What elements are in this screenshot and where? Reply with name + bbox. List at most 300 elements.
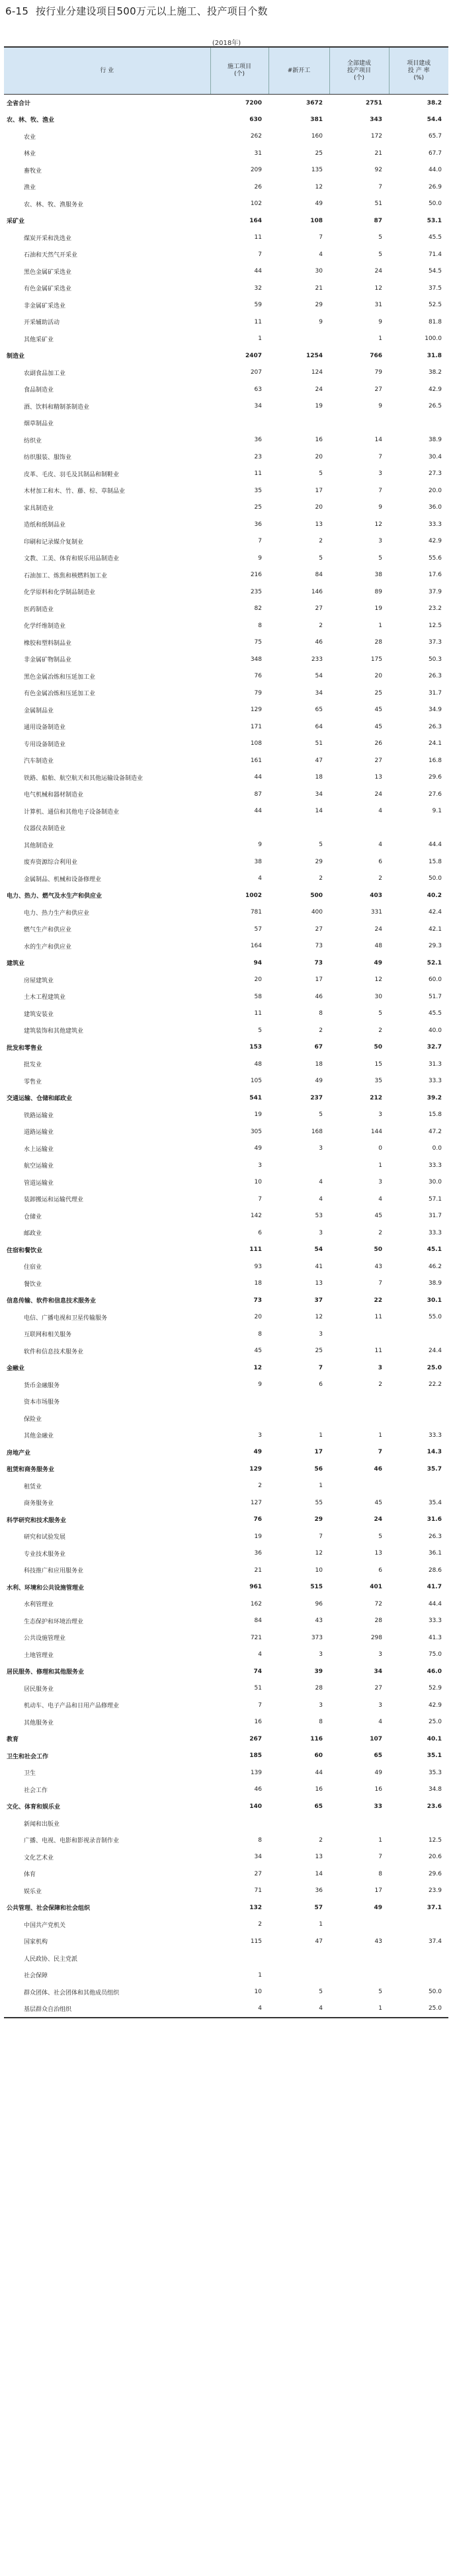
projects-cell: 16 (254, 1719, 262, 1726)
projects-cell: 36 (254, 437, 262, 444)
rate-cell: 50.0 (428, 875, 442, 882)
rate-cell: 33.3 (428, 1078, 442, 1085)
table-row (4, 1343, 448, 1360)
completed-cell: 343 (370, 116, 382, 123)
completed-cell: 14 (374, 437, 382, 444)
projects-cell: 2 (258, 1921, 262, 1928)
industry-name: 橡胶和塑料制品业 (24, 640, 72, 647)
completed-cell: 49 (374, 959, 382, 966)
new-started-cell: 12 (315, 183, 323, 191)
industry-name: 林业 (24, 151, 36, 158)
completed-cell: 45 (374, 723, 382, 730)
completed-cell: 4 (378, 808, 382, 815)
projects-cell: 207 (250, 369, 262, 376)
table-row (4, 1326, 448, 1343)
rate-cell: 54.5 (428, 268, 442, 275)
projects-cell: 11 (254, 1010, 262, 1017)
completed-cell: 5 (378, 1010, 382, 1017)
rate-cell: 38.9 (428, 437, 442, 444)
completed-cell: 16 (374, 1786, 382, 1793)
rate-cell: 41.3 (428, 1634, 442, 1641)
new-started-cell: 5 (319, 841, 323, 849)
table-row (4, 1984, 448, 2001)
rate-cell: 23.2 (428, 605, 442, 613)
rate-cell: 46.0 (427, 1668, 442, 1675)
industry-name: 制造业 (7, 353, 25, 361)
completed-cell (329, 1967, 389, 1984)
projects-cell: 5 (258, 1027, 262, 1034)
industry-name: 其他采矿业 (24, 336, 54, 343)
projects-cell: 48 (254, 1060, 262, 1068)
new-started-cell (268, 1967, 329, 1984)
rate-cell: 26.5 (428, 403, 442, 410)
new-started-cell: 24 (315, 386, 323, 393)
new-started-cell: 168 (311, 1128, 323, 1135)
table-row (4, 398, 448, 415)
table-row (4, 718, 448, 736)
projects-cell: 73 (253, 1297, 262, 1304)
industry-name: 文化、体育和娱乐业 (7, 1804, 61, 1811)
industry-name: 煤炭开采和洗选业 (24, 235, 72, 242)
new-started-cell: 1 (319, 1482, 323, 1490)
completed-cell: 46 (374, 1465, 382, 1473)
industry-name: 烟草制品业 (24, 421, 54, 428)
industry-name: 开采辅助活动 (24, 320, 60, 327)
industry-name: 住宿和餐饮业 (7, 1247, 43, 1254)
rate-cell (389, 1326, 448, 1343)
table-row (4, 1444, 448, 1461)
new-started-cell: 27 (315, 605, 323, 613)
industry-name: 建筑业 (7, 961, 25, 968)
projects-cell: 63 (254, 386, 262, 393)
industry-name: 管道运输业 (24, 1180, 54, 1187)
completed-cell: 4 (378, 1719, 382, 1726)
industry-name: 研究和试验发展 (24, 1534, 66, 1541)
table-row (4, 1022, 448, 1039)
rate-cell: 54.4 (427, 116, 442, 123)
projects-cell: 348 (250, 656, 262, 663)
industry-name: 酒、饮料和精制茶制造业 (24, 404, 90, 411)
projects-cell: 6 (258, 1229, 262, 1236)
new-started-cell: 67 (314, 1044, 323, 1051)
industry-name: 群众团体、社会团体和其他成员组织 (24, 1989, 120, 1996)
projects-cell: 781 (250, 909, 262, 916)
completed-cell: 7 (378, 453, 382, 460)
rate-cell: 45.5 (428, 234, 442, 241)
projects-cell: 4 (258, 1651, 262, 1658)
rate-cell: 25.0 (427, 1364, 442, 1371)
rate-cell: 37.5 (428, 284, 442, 292)
completed-cell: 3 (378, 1364, 382, 1371)
completed-cell: 27 (374, 1685, 382, 1692)
completed-cell: 65 (374, 1752, 382, 1760)
table-row (4, 1731, 448, 1748)
table-row (4, 1073, 448, 1090)
table-row (4, 1275, 448, 1293)
rate-cell: 26.3 (428, 673, 442, 680)
rate-cell: 41.7 (427, 1584, 442, 1591)
new-started-cell: 13 (315, 1280, 323, 1287)
projects-cell: 164 (249, 217, 262, 224)
rate-cell: 40.2 (427, 892, 442, 899)
new-started-cell: 21 (315, 284, 323, 292)
industry-name: 化学纤维制造业 (24, 623, 66, 630)
new-started-cell: 7 (319, 1533, 323, 1540)
data-table (4, 46, 448, 2018)
completed-cell: 21 (374, 150, 382, 157)
table-row (4, 482, 448, 499)
new-started-cell: 43 (315, 1617, 323, 1625)
new-started-cell: 14 (315, 1870, 323, 1877)
projects-cell: 26 (254, 183, 262, 191)
projects-cell: 7 (258, 1701, 262, 1709)
new-started-cell: 146 (311, 588, 323, 595)
completed-cell: 92 (374, 167, 382, 174)
table-row (4, 230, 448, 247)
new-started-cell: 34 (315, 689, 323, 697)
completed-cell: 5 (378, 234, 382, 241)
industry-name: 互联网和相关服务 (24, 1332, 72, 1339)
table-row (4, 1782, 448, 1799)
completed-cell: 7 (378, 487, 382, 494)
new-started-cell: 64 (315, 723, 323, 730)
table-row (4, 955, 448, 972)
rate-cell: 31.3 (428, 1060, 442, 1068)
new-started-cell (268, 1157, 329, 1174)
industry-name: 金融业 (7, 1365, 25, 1373)
table-row (4, 1562, 448, 1579)
rate-cell: 52.1 (427, 959, 442, 966)
completed-cell: 28 (374, 639, 382, 646)
completed-cell: 13 (374, 774, 382, 781)
projects-cell: 36 (254, 521, 262, 528)
projects-cell: 721 (250, 1634, 262, 1641)
table-row (4, 2000, 448, 2018)
new-started-cell: 7 (319, 234, 323, 241)
projects-cell: 11 (254, 318, 262, 325)
industry-name: 新闻和出版业 (24, 1821, 60, 1828)
completed-cell: 7 (378, 1449, 382, 1456)
projects-cell: 84 (254, 1617, 262, 1625)
new-started-cell: 73 (315, 943, 323, 950)
rate-cell: 40.1 (427, 1735, 442, 1742)
table-row (4, 820, 448, 837)
rate-cell: 57.1 (428, 1195, 442, 1203)
rate-cell: 40.0 (428, 1027, 442, 1034)
rate-cell: 17.6 (428, 572, 442, 579)
projects-cell: 87 (254, 791, 262, 798)
rate-cell: 31.6 (427, 1516, 442, 1524)
rate-cell: 53.1 (427, 217, 442, 224)
table-row (4, 887, 448, 904)
new-started-cell: 135 (311, 167, 323, 174)
rate-cell: 35.1 (427, 1752, 442, 1760)
rate-cell: 45.5 (428, 1010, 442, 1017)
projects-cell: 49 (253, 1449, 262, 1456)
table-row (4, 246, 448, 263)
projects-cell: 3 (258, 1432, 262, 1439)
industry-name: 石油加工、炼焦和核燃料加工业 (24, 572, 108, 580)
table-row (4, 617, 448, 634)
table-row (4, 1950, 448, 1967)
rate-cell: 31.8 (427, 352, 442, 359)
completed-cell: 7 (378, 1280, 382, 1287)
projects-cell: 305 (250, 1128, 262, 1135)
industry-name: 专用设备制造业 (24, 741, 66, 748)
industry-name: 公共设施管理业 (24, 1635, 66, 1643)
completed-cell: 2 (378, 875, 382, 882)
completed-cell: 144 (370, 1128, 382, 1135)
projects-cell: 7 (258, 538, 262, 545)
industry-name: 邮政业 (24, 1230, 42, 1238)
table-row (4, 988, 448, 1006)
table-row (4, 347, 448, 365)
table-row (4, 668, 448, 685)
rate-cell: 100.0 (425, 335, 442, 343)
table-row (4, 1883, 448, 1900)
new-started-cell: 54 (314, 1246, 323, 1254)
new-started-cell: 18 (315, 774, 323, 781)
table-row (4, 1258, 448, 1275)
completed-cell: 72 (374, 1600, 382, 1608)
new-started-cell: 37 (314, 1297, 323, 1304)
table-row (4, 1680, 448, 1697)
table-row (4, 685, 448, 702)
completed-cell: 24 (374, 925, 382, 933)
new-started-cell: 13 (315, 1854, 323, 1861)
completed-cell (329, 1478, 389, 1495)
completed-cell: 2 (378, 1229, 382, 1236)
projects-cell: 35 (254, 487, 262, 494)
rate-cell: 81.8 (428, 318, 442, 325)
header-new-started: #新开工 (268, 47, 329, 95)
projects-cell: 20 (254, 976, 262, 984)
rate-cell: 52.5 (428, 302, 442, 309)
projects-cell: 1002 (245, 892, 262, 899)
completed-cell: 1 (378, 335, 382, 343)
rate-cell (389, 1393, 448, 1410)
table-row (4, 1545, 448, 1563)
new-started-cell: 47 (315, 757, 323, 764)
rate-cell: 29.6 (428, 1870, 442, 1877)
projects-cell: 171 (250, 723, 262, 730)
industry-name: 专业技术服务业 (24, 1551, 66, 1558)
table-row (4, 1663, 448, 1680)
rate-cell: 65.7 (428, 133, 442, 140)
table-row (4, 1292, 448, 1309)
table-row (4, 1140, 448, 1158)
projects-cell: 74 (253, 1668, 262, 1675)
industry-name: 装卸搬运和运输代理业 (24, 1197, 84, 1204)
rate-cell: 12.5 (428, 1836, 442, 1844)
completed-cell: 3 (378, 470, 382, 478)
table-row (4, 365, 448, 382)
projects-cell: 105 (250, 1078, 262, 1085)
projects-cell: 76 (253, 1516, 262, 1524)
projects-cell: 115 (250, 1938, 262, 1945)
table-row (4, 1647, 448, 1664)
industry-name: 计算机、通信和其他电子设备制造业 (24, 808, 120, 816)
industry-name: 铁路、船舶、航空航天和其他运输设备制造业 (24, 775, 144, 782)
projects-cell: 111 (249, 1246, 262, 1254)
completed-cell: 9 (378, 403, 382, 410)
table-row (4, 1393, 448, 1410)
table-row (4, 212, 448, 230)
completed-cell: 6 (378, 858, 382, 865)
rate-cell: 36.0 (428, 504, 442, 511)
rate-cell: 44.4 (428, 841, 442, 849)
rate-cell: 37.4 (428, 1938, 442, 1945)
industry-name: 农业 (24, 134, 36, 141)
projects-cell: 235 (250, 588, 262, 595)
rate-cell: 38.2 (428, 369, 442, 376)
rate-cell: 36.1 (428, 1550, 442, 1557)
new-started-cell: 515 (310, 1584, 323, 1591)
new-started-cell: 60 (314, 1752, 323, 1760)
industry-name: 家具制造业 (24, 505, 54, 512)
completed-cell: 766 (370, 352, 382, 359)
completed-cell: 30 (374, 993, 382, 1000)
rate-cell: 33.3 (428, 1432, 442, 1439)
industry-name: 纺织服装、服饰业 (24, 454, 72, 462)
rate-cell: 71.4 (428, 251, 442, 258)
completed-cell: 2 (378, 1381, 382, 1389)
completed-cell: 13 (374, 1550, 382, 1557)
rate-cell: 22.2 (428, 1381, 442, 1389)
industry-name: 水的生产和供应业 (24, 943, 72, 951)
industry-name: 货币金融服务 (24, 1382, 60, 1389)
projects-cell: 267 (249, 1735, 262, 1742)
projects-cell: 94 (253, 959, 262, 966)
projects-cell: 4 (210, 2000, 268, 2018)
completed-cell: 5 (378, 251, 382, 258)
table-row (4, 1107, 448, 1124)
table-row (4, 1123, 448, 1140)
completed-cell (329, 1815, 389, 1832)
completed-cell: 15 (374, 1060, 382, 1068)
table-row (4, 145, 448, 162)
rate-cell: 20.0 (428, 487, 442, 494)
completed-cell: 49 (374, 1904, 382, 1911)
industry-name: 土地管理业 (24, 1652, 54, 1659)
rate-cell: 37.9 (428, 588, 442, 595)
industry-name: 汽车制造业 (24, 758, 54, 765)
projects-cell: 4 (258, 875, 262, 882)
new-started-cell: 57 (314, 1904, 323, 1911)
rate-cell: 75.0 (428, 1651, 442, 1658)
industry-name: 化学原料和化学制品制造业 (24, 589, 96, 597)
table-row (4, 1899, 448, 1916)
new-started-cell (268, 415, 329, 432)
projects-cell: 9 (258, 1381, 262, 1389)
projects-cell: 71 (254, 1887, 262, 1895)
new-started-cell: 16 (315, 1786, 323, 1793)
completed-cell: 298 (370, 1634, 382, 1641)
completed-cell: 31 (374, 302, 382, 309)
industry-name: 电力、热力生产和供应业 (24, 910, 90, 917)
new-started-cell: 4 (319, 1179, 323, 1186)
industry-name: 黑色金属矿采选业 (24, 269, 72, 276)
completed-cell (329, 1326, 389, 1343)
industry-name: 住宿业 (24, 1264, 42, 1271)
new-started-cell: 12 (315, 1550, 323, 1557)
new-started-cell: 96 (315, 1600, 323, 1608)
new-started-cell: 17 (315, 976, 323, 984)
projects-cell: 161 (250, 757, 262, 764)
rate-cell: 33.3 (428, 1617, 442, 1625)
table-row (4, 651, 448, 668)
new-started-cell: 29 (314, 1516, 323, 1524)
projects-cell: 10 (254, 1179, 262, 1186)
industry-name: 公共管理、社会保障和社会组织 (7, 1905, 91, 1912)
new-started-cell: 28 (315, 1685, 323, 1692)
table-row (4, 1056, 448, 1073)
projects-cell: 262 (250, 133, 262, 140)
completed-cell (329, 1393, 389, 1410)
new-started-cell: 49 (315, 1078, 323, 1085)
industry-name: 其他服务业 (24, 1719, 54, 1727)
projects-cell: 132 (249, 1904, 262, 1911)
new-started-cell: 51 (315, 740, 323, 748)
industry-name: 人民政协、民主党派 (24, 1955, 78, 1963)
table-row (4, 128, 448, 146)
new-started-cell (268, 1410, 329, 1428)
table-row (4, 550, 448, 567)
industry-name: 科技推广和应用服务业 (24, 1568, 84, 1575)
industry-name: 铁路运输业 (24, 1112, 54, 1119)
table-row (4, 263, 448, 280)
table-row (4, 1596, 448, 1613)
table-row (4, 1242, 448, 1259)
new-started-cell: 19 (315, 403, 323, 410)
table-row (4, 837, 448, 854)
rate-cell: 31.7 (428, 1213, 442, 1220)
completed-cell: 45 (374, 1499, 382, 1506)
completed-cell: 49 (374, 1769, 382, 1776)
completed-cell: 212 (370, 1094, 382, 1101)
completed-cell: 28 (374, 1617, 382, 1625)
new-started-cell: 5 (319, 470, 323, 478)
completed-cell: 51 (374, 200, 382, 208)
industry-name: 纺织业 (24, 437, 42, 445)
completed-cell: 34 (374, 1668, 382, 1675)
completed-cell: 20 (374, 673, 382, 680)
rate-cell: 42.1 (428, 925, 442, 933)
new-started-cell: 84 (315, 572, 323, 579)
industry-name: 农副食品加工业 (24, 370, 66, 377)
completed-cell: 27 (374, 757, 382, 764)
industry-name: 其他金融业 (24, 1433, 54, 1440)
new-started-cell: 20 (315, 504, 323, 511)
projects-cell: 153 (249, 1044, 262, 1051)
projects-cell: 19 (254, 1533, 262, 1540)
table-row (4, 499, 448, 517)
projects-cell: 20 (254, 1314, 262, 1321)
table-row (4, 179, 448, 196)
table-row (4, 111, 448, 128)
rate-cell: 25.0 (428, 1719, 442, 1726)
projects-cell: 49 (254, 1145, 262, 1152)
industry-name: 医药制造业 (24, 606, 54, 613)
rate-cell: 14.3 (427, 1449, 442, 1456)
industry-name: 租赁业 (24, 1483, 42, 1490)
new-started-cell: 13 (315, 521, 323, 528)
projects-cell: 129 (250, 707, 262, 714)
new-started-cell: 16 (315, 437, 323, 444)
industry-name: 农、林、牧、渔业 (7, 117, 55, 124)
rate-cell: 24.1 (428, 740, 442, 748)
table-row (4, 1208, 448, 1225)
